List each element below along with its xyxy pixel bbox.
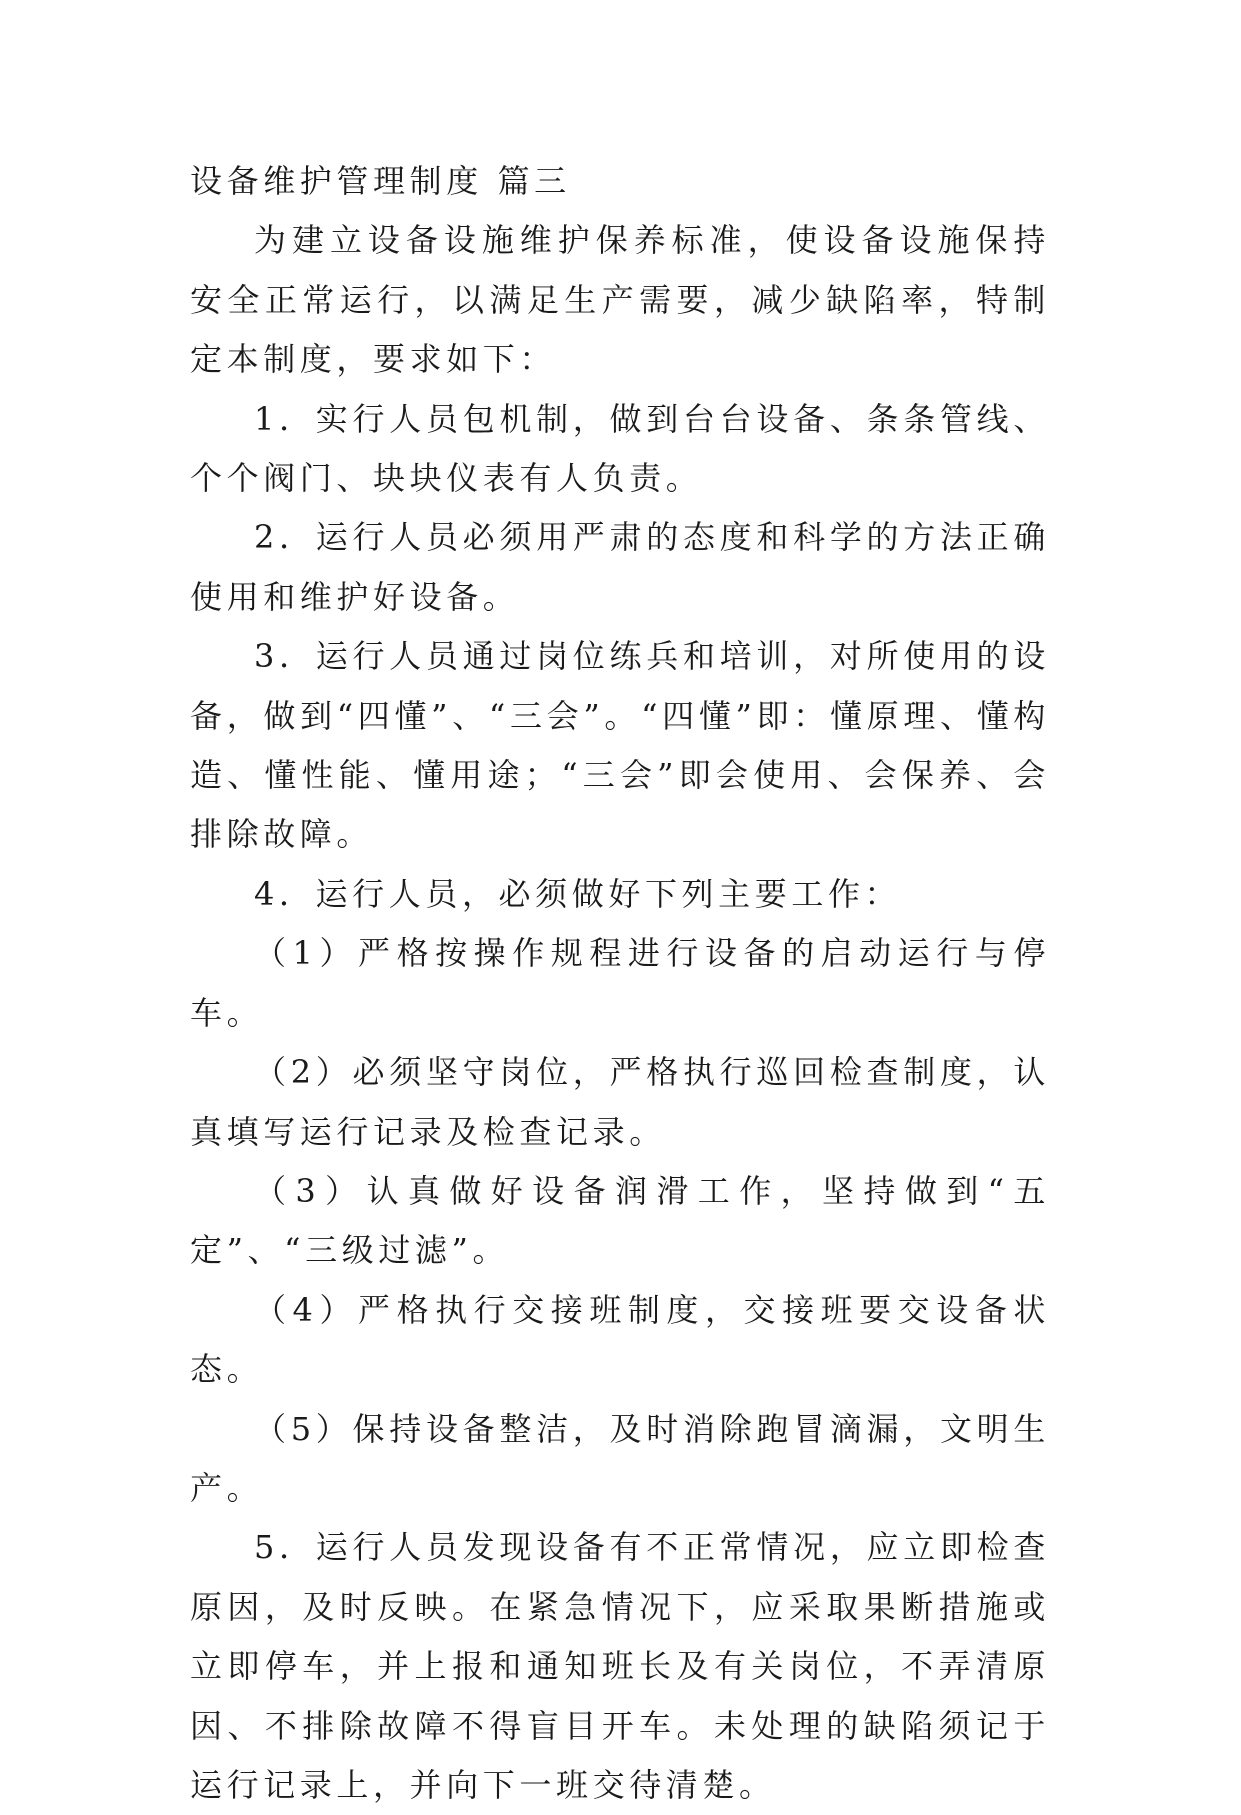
document-title: 设备维护管理制度 篇三 xyxy=(190,162,571,200)
item-3: 3．运行人员通过岗位练兵和培训，对所使用的设备，做到“四懂”、“三会”。“四懂”即：懂原理、懂构造、懂性能、懂用途；“三会”即会使用、会保养、会排除故障。 xyxy=(190,637,1050,854)
item-5: 5．运行人员发现设备有不正常情况，应立即检查原因，及时反映。在紧急情况下，应采取果断措施或立即停车，并上报和通知班长及有关岗位，不弄清原因、不排除故障不得盲目开车。未处理的缺陷须记于运行记录上，并向下一班交待清楚。 xyxy=(190,1528,1050,1804)
sub-item-2: （2）必须坚守岗位，严格执行巡回检查制度，认真填写运行记录及检查记录。 xyxy=(190,1053,1050,1151)
sub-item-3: （3）认真做好设备润滑工作，坚持做到“五定”、“三级过滤”。 xyxy=(190,1171,1050,1270)
document-body xyxy=(190,152,1050,1815)
item-4: 4．运行人员，必须做好下列主要工作： xyxy=(254,874,902,913)
intro-paragraph: 为建立设备设施维护保养标准，使设备设施保持安全正常运行，以满足生产需要，减少缺陷率，特制定本制度，要求如下： xyxy=(190,221,1050,379)
sub-item-5: （5）保持设备整洁，及时消除跑冒滴漏，文明生产。 xyxy=(190,1409,1050,1507)
item-1: 1．实行人员包机制，做到台台设备、条条管线、个个阀门、块块仪表有人负责。 xyxy=(190,399,1050,498)
sub-item-4: （4）严格执行交接班制度，交接班要交设备状态。 xyxy=(190,1290,1050,1389)
sub-item-1: （1）严格按操作规程进行设备的启动运行与停车。 xyxy=(190,934,1050,1032)
item-2: 2．运行人员必须用严肃的态度和科学的方法正确使用和维护好设备。 xyxy=(190,518,1050,616)
